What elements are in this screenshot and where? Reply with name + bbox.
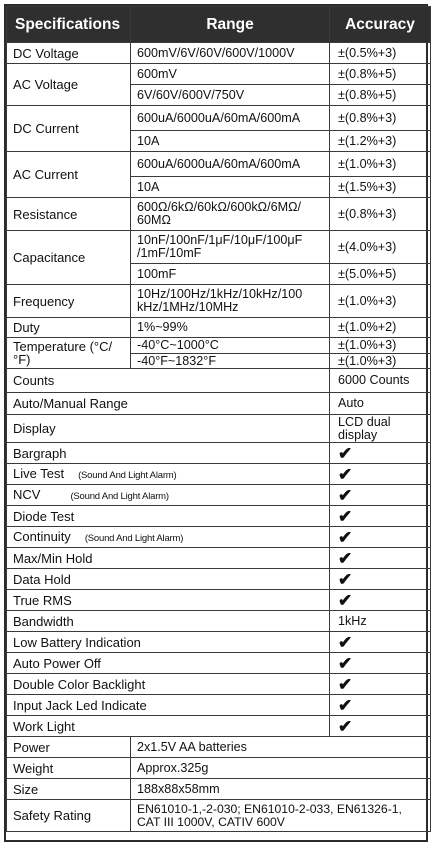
accuracy-value: ±(1.0%+3) <box>330 354 431 369</box>
accuracy-value: ±(1.0%+3) <box>330 152 431 177</box>
check-icon: ✔ <box>338 632 353 652</box>
spec-label-cell <box>7 464 330 485</box>
spec-label: Safety Rating <box>7 800 131 832</box>
range-value: 10nF/100nF/1μF/10μF/100μF /1mF/10mF <box>131 231 330 264</box>
table-row <box>7 285 431 318</box>
accuracy-value: ±(1.0%+3) <box>330 285 431 318</box>
table-row <box>7 506 431 527</box>
table-row <box>7 779 431 800</box>
supported-cell <box>330 443 431 464</box>
spec-label: NCV <box>13 486 41 502</box>
supported-cell <box>330 653 431 674</box>
accuracy-value: ±(1.5%+3) <box>330 177 431 198</box>
supported-cell <box>330 527 431 548</box>
spec-label: Diode Test <box>7 506 330 527</box>
accuracy-value: ±(1.0%+2) <box>330 318 431 338</box>
spec-label: Bargraph <box>7 443 330 464</box>
spec-value: 1kHz <box>330 611 431 632</box>
spec-label: Work Light <box>7 716 330 737</box>
table-row <box>7 443 431 464</box>
range-value: 1%~99% <box>131 318 330 338</box>
table-row <box>7 198 431 231</box>
spec-value: 2x1.5V AA batteries <box>131 737 431 758</box>
table-row <box>7 369 431 393</box>
table-row <box>7 548 431 569</box>
table-row <box>7 464 431 485</box>
spec-label: Live Test <box>13 465 65 481</box>
table-row <box>7 231 431 264</box>
supported-cell <box>330 716 431 737</box>
table-row <box>7 674 431 695</box>
table-row <box>7 800 431 832</box>
table-row <box>7 338 431 354</box>
table-row <box>7 569 431 590</box>
table-row <box>7 611 431 632</box>
table-row <box>7 152 431 177</box>
check-icon: ✔ <box>338 716 353 736</box>
spec-value: 188x88x58mm <box>131 779 431 800</box>
check-icon: ✔ <box>338 674 353 694</box>
supported-cell <box>330 464 431 485</box>
table-row <box>7 695 431 716</box>
accuracy-value: ±(0.8%+3) <box>330 198 431 231</box>
header-range: Range <box>131 7 330 43</box>
check-icon: ✔ <box>338 695 353 715</box>
supported-cell <box>330 485 431 506</box>
check-icon: ✔ <box>338 527 353 547</box>
check-icon: ✔ <box>338 485 353 505</box>
table-row <box>7 758 431 779</box>
table-row <box>7 318 431 338</box>
spec-label: AC Current <box>7 152 131 198</box>
accuracy-value: ±(1.0%+3) <box>330 338 431 354</box>
spec-label: Duty <box>7 318 131 338</box>
spec-label: Max/Min Hold <box>7 548 330 569</box>
table-row <box>7 43 431 64</box>
spec-label: Data Hold <box>7 569 330 590</box>
spec-label: AC Voltage <box>7 64 131 106</box>
spec-value: Approx.325g <box>131 758 431 779</box>
check-icon: ✔ <box>338 464 353 484</box>
accuracy-value: ±(4.0%+3) <box>330 231 431 264</box>
spec-note: (Sound And Light Alarm) <box>70 490 169 502</box>
table-row <box>7 106 431 131</box>
table-row <box>7 653 431 674</box>
spec-note: (Sound And Light Alarm) <box>78 469 177 481</box>
check-icon: ✔ <box>338 653 353 673</box>
spec-label: True RMS <box>7 590 330 611</box>
spec-label: Power <box>7 737 131 758</box>
check-icon: ✔ <box>338 590 353 610</box>
specifications-table <box>6 6 431 832</box>
accuracy-value: ±(0.5%+3) <box>330 43 431 64</box>
accuracy-value: ±(5.0%+5) <box>330 264 431 285</box>
header-specifications: Specifications <box>7 7 131 43</box>
range-value: -40°C~1000°C <box>131 338 330 354</box>
range-value: 600uA/6000uA/60mA/600mA <box>131 152 330 177</box>
range-value: -40°F~1832°F <box>131 354 330 369</box>
table-row <box>7 485 431 506</box>
check-icon: ✔ <box>338 506 353 526</box>
range-value: 10A <box>131 177 330 198</box>
spec-label: Weight <box>7 758 131 779</box>
accuracy-value: ±(1.2%+3) <box>330 131 431 152</box>
table-row <box>7 64 431 85</box>
specifications-sheet <box>4 4 428 842</box>
range-value: 600uA/6000uA/60mA/600mA <box>131 106 330 131</box>
check-icon: ✔ <box>338 569 353 589</box>
table-row <box>7 737 431 758</box>
spec-label: Capacitance <box>7 231 131 285</box>
spec-note: (Sound And Light Alarm) <box>84 532 184 544</box>
spec-label: Temperature (°C/°F) <box>7 338 131 369</box>
range-value: 6V/60V/600V/750V <box>131 85 330 106</box>
spec-label: Bandwidth <box>7 611 330 632</box>
spec-label: Double Color Backlight <box>7 674 330 695</box>
accuracy-value: ±(0.8%+5) <box>330 85 431 106</box>
check-icon: ✔ <box>338 548 353 568</box>
supported-cell <box>330 590 431 611</box>
table-row <box>7 393 431 415</box>
table-row <box>7 590 431 611</box>
spec-label: DC Current <box>7 106 131 152</box>
spec-label: Auto/Manual Range <box>7 393 330 415</box>
supported-cell <box>330 632 431 653</box>
spec-label: Low Battery Indication <box>7 632 330 653</box>
header-accuracy: Accuracy <box>330 7 431 43</box>
spec-value: Auto <box>330 393 431 415</box>
supported-cell <box>330 548 431 569</box>
spec-label: DC Voltage <box>7 43 131 64</box>
accuracy-value: ±(0.8%+5) <box>330 64 431 85</box>
spec-label: Display <box>7 415 330 443</box>
range-value: 600mV/6V/60V/600V/1000V <box>131 43 330 64</box>
check-icon: ✔ <box>338 443 353 463</box>
table-row <box>7 716 431 737</box>
spec-label-cell <box>7 527 330 548</box>
supported-cell <box>330 569 431 590</box>
spec-value: LCD dual display <box>330 415 431 443</box>
spec-value: 6000 Counts <box>330 369 431 393</box>
range-value: 10A <box>131 131 330 152</box>
range-value: 100mF <box>131 264 330 285</box>
table-row <box>7 527 431 548</box>
spec-value: EN61010-1,-2-030; EN61010-2-033, EN61326-1, CAT III 1000V, CATIV 600V <box>131 800 431 832</box>
spec-label: Input Jack Led Indicate <box>7 695 330 716</box>
range-value: 10Hz/100Hz/1kHz/10kHz/100 kHz/1MHz/10MHz <box>131 285 330 318</box>
spec-label: Resistance <box>7 198 131 231</box>
spec-label: Counts <box>7 369 330 393</box>
spec-label: Continuity <box>13 528 71 544</box>
spec-label: Frequency <box>7 285 131 318</box>
accuracy-value: ±(0.8%+3) <box>330 106 431 131</box>
supported-cell <box>330 695 431 716</box>
table-row <box>7 632 431 653</box>
range-value: 600mV <box>131 64 330 85</box>
table-header-row <box>7 7 431 43</box>
spec-label-cell <box>7 485 330 506</box>
table-row <box>7 415 431 443</box>
supported-cell <box>330 506 431 527</box>
spec-label: Auto Power Off <box>7 653 330 674</box>
range-value: 600Ω/6kΩ/60kΩ/600kΩ/6MΩ/ 60MΩ <box>131 198 330 231</box>
supported-cell <box>330 674 431 695</box>
spec-label: Size <box>7 779 131 800</box>
